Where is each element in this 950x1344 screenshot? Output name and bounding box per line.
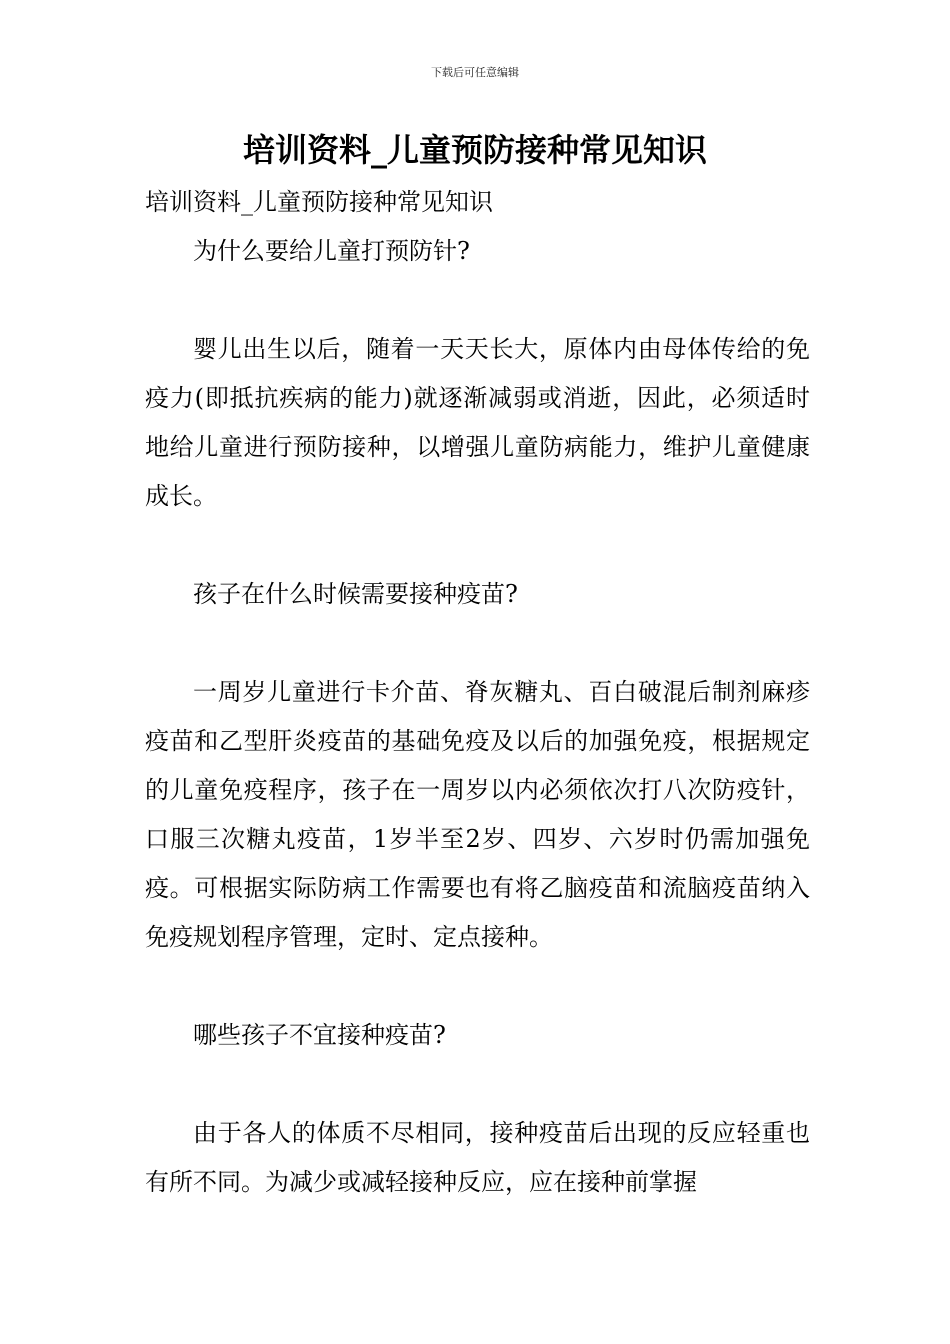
document-title: 培训资料_儿童预防接种常见知识 [242, 131, 707, 169]
document-subtitle: 培训资料_儿童预防接种常见知识 [145, 188, 493, 216]
section-question-1: 为什么要给儿童打预防针? [193, 237, 470, 265]
section-answer-3: 由于各人的体质不尽相同，接种疫苗后出现的反应轻重也有所不同。为减少或减轻接种反应，应在接种前掌握 [145, 1119, 810, 1196]
section-answer-1: 婴儿出生以后，随着一天天长大，原体内由母体传给的免疫力(即抵抗疾病的能力)就逐渐减弱或消逝，因此，必须适时地给儿童进行预防接种，以增强儿童防病能力，维护儿童健康成长。 [145, 335, 810, 510]
header-note: 下载后可任意编辑 [431, 66, 519, 79]
section-question-2: 孩子在什么时候需要接种疫苗? [193, 580, 518, 608]
section-answer-2: 一周岁儿童进行卡介苗、脊灰糖丸、百白破混后制剂麻疹疫苗和乙型肝炎疫苗的基础免疫及以后的加强免疫，根据规定的儿童免疫程序，孩子在一周岁以内必须依次打八次防疫针，口服三次糖丸疫苗，1岁半至2岁、四岁、六岁时仍需加强免疫。可根据实际防病工作需要也有将乙脑疫苗和流脑疫苗纳入免疫规划程序管理，定时、定点接种。 [145, 678, 810, 951]
section-question-3: 哪些孩子不宜接种疫苗? [193, 1021, 446, 1049]
